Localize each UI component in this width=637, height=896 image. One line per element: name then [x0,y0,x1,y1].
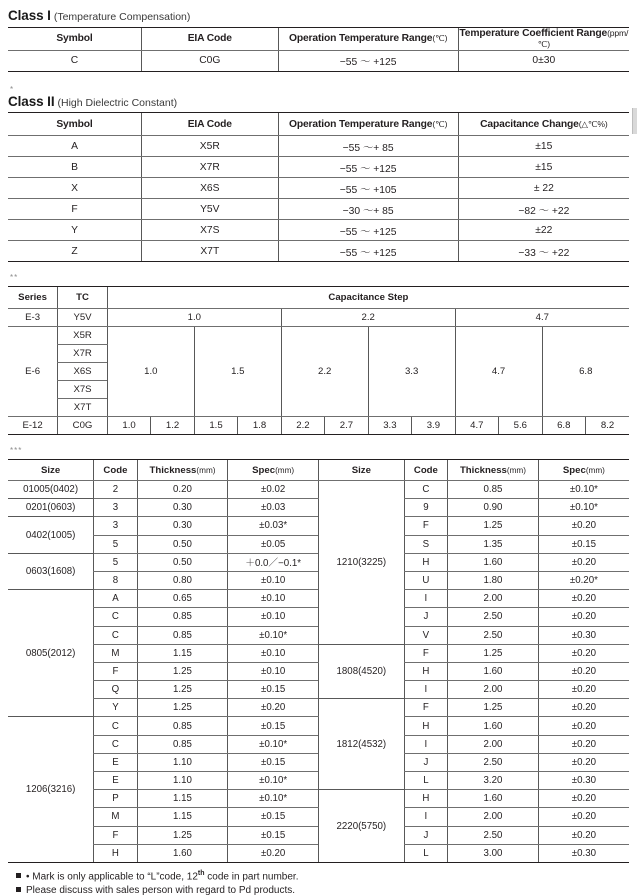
thickness-cell: 1.80 [448,571,539,589]
column-header-label: Spec [252,464,276,476]
table-cell: C [8,50,142,71]
code-cell: L [404,772,447,790]
thickness-cell: 2.50 [448,753,539,771]
column-header [8,113,142,136]
capacitance-value: 1.0 [107,417,150,435]
table-cell: ±15 [458,157,629,178]
spec-cell: ±0.10* [228,626,319,644]
size-label: 0603(1608) [8,553,94,589]
column-header-label: Capacitance Change [480,118,579,130]
column-header [448,460,539,481]
table-cell: X [8,178,142,199]
size-row [8,481,629,499]
spec-cell: ±0.30 [538,772,629,790]
code-cell: F [404,699,447,717]
class1-table [8,27,629,72]
class1-subtitle: (Temperature Compensation) [53,11,191,23]
code-cell: U [404,571,447,589]
table-row [8,136,629,157]
table-cell: X7T [142,241,279,262]
column-header-label: EIA Code [187,33,232,44]
size-label: 0805(2012) [8,590,94,717]
code-cell: F [94,826,137,844]
code-cell: H [404,717,447,735]
size-label: 2220(5750) [318,790,404,863]
step-row-e6 [8,327,629,345]
capacitance-value: 2.2 [281,327,368,417]
table-cell: ±22 [458,220,629,241]
thickness-cell: 1.15 [137,790,228,808]
thickness-cell: 2.00 [448,808,539,826]
table-row [8,178,629,199]
table-cell: ±15 [458,136,629,157]
size-row [8,699,629,717]
table-cell: −55 ～ +125 [278,220,458,241]
column-header-unit: (mm) [275,465,295,475]
code-cell: Q [94,681,137,699]
series-label-e12: E-12 [8,417,58,435]
step-star-marker: ** [10,273,19,282]
thickness-cell: 0.50 [137,553,228,571]
table-cell: ± 22 [458,178,629,199]
thickness-cell: 0.85 [137,717,228,735]
spec-cell: ±0.20 [538,790,629,808]
thickness-cell: 2.00 [448,590,539,608]
class2-table [8,112,629,262]
tc-label-y5v: Y5V [58,309,108,327]
thickness-cell: 3.00 [448,844,539,862]
thickness-cell: 1.25 [137,681,228,699]
code-cell: 2 [94,481,137,499]
table-cell: −55 ～ +105 [278,178,458,199]
column-header-unit: (mm) [196,465,216,475]
class2-star-marker: * [10,84,15,94]
code-cell: 8 [94,571,137,589]
capacitance-value: 4.7 [455,309,629,327]
code-cell: A [94,590,137,608]
column-header [318,460,404,481]
tc-label: X5R [58,327,108,345]
thickness-cell: 1.25 [137,662,228,680]
code-cell: H [404,662,447,680]
thickness-cell: 1.25 [137,699,228,717]
spec-cell: ±0.20 [228,844,319,862]
table-header-row [8,113,629,136]
spec-cell: ±0.03 [228,499,319,517]
code-cell: F [404,517,447,535]
spec-cell: ±0.15 [538,535,629,553]
code-cell: H [404,790,447,808]
size-star-marker: *** [10,446,23,455]
spec-cell: ±0.10 [228,662,319,680]
code-cell: C [94,717,137,735]
table-cell: −33 ～ +22 [458,241,629,262]
capacitance-value: 8.2 [586,417,630,435]
column-header-label: Temperature Coefficient Range [459,27,608,39]
table-row [8,50,629,71]
thickness-cell: 0.20 [137,481,228,499]
table-cell: −82 ～ +22 [458,199,629,220]
spec-cell: ±0.30 [538,844,629,862]
column-header [404,460,447,481]
column-header-label: Size [351,464,371,476]
series-label-e6: E-6 [8,327,58,417]
capacitance-value: 4.7 [455,327,542,417]
table-row [8,241,629,262]
thickness-cell: 1.35 [448,535,539,553]
spec-cell: ±0.20 [538,735,629,753]
thickness-cell: 2.00 [448,735,539,753]
spec-cell: ±0.30 [538,626,629,644]
spec-cell: ±0.10 [228,590,319,608]
table-cell: X6S [142,178,279,199]
spec-cell: ±0.05 [228,535,319,553]
thickness-cell: 1.25 [137,826,228,844]
class2-title: Class II [8,93,55,109]
spec-cell: ±0.20 [538,644,629,662]
spec-cell: ±0.10 [228,644,319,662]
code-cell: C [404,481,447,499]
column-header-label: Spec [562,464,586,476]
table-cell: −55 ～ +125 [278,241,458,262]
capacitance-value: 3.3 [368,417,411,435]
thickness-cell: 0.50 [137,535,228,553]
size-row [8,790,629,808]
table-cell: −55 ～ +125 [278,157,458,178]
thickness-cell: 1.15 [137,808,228,826]
thickness-cell: 3.20 [448,772,539,790]
column-header-label: Thickness [149,464,197,476]
footnote-text: • Mark is only applicable to “L”code, 12th code in part number. [26,869,299,883]
code-cell: V [404,626,447,644]
thickness-cell: 0.30 [137,517,228,535]
thickness-cell: 2.50 [448,626,539,644]
thickness-cell: 1.25 [448,644,539,662]
spec-cell: ±0.20 [538,553,629,571]
thickness-cell: 2.50 [448,608,539,626]
size-label: 1210(3225) [318,481,404,645]
size-label: 01005(0402) [8,481,94,499]
capacitance-value: 6.8 [542,327,629,417]
tc-label: X6S [58,363,108,381]
thickness-cell: 0.85 [137,626,228,644]
code-cell: C [94,626,137,644]
column-header-unit: (mm) [585,465,605,475]
table-cell: −55 ～ +125 [278,50,458,71]
column-header-series: Series [8,287,58,309]
spec-cell: ±0.20 [538,517,629,535]
size-label: 1808(4520) [318,644,404,699]
spec-cell: ±0.15 [228,753,319,771]
column-header [142,27,279,50]
spec-cell: ±0.20 [538,608,629,626]
column-header-label: Operation Temperature Range [288,33,433,44]
code-cell: P [94,790,137,808]
code-cell: 3 [94,517,137,535]
table-cell: Z [8,241,142,262]
spec-cell: ±0.20 [538,681,629,699]
spec-cell: ±0.10* [538,499,629,517]
size-label: 0402(1005) [8,517,94,553]
size-thickness-table [8,459,629,863]
code-cell: I [404,808,447,826]
column-header-unit: (ppm/℃) [537,27,629,49]
spec-cell: ±0.20* [538,571,629,589]
thickness-cell: 2.00 [448,681,539,699]
step-row-e12 [8,417,629,435]
column-header [278,27,458,50]
column-header-unit: (△℃%) [578,118,608,129]
table-cell: C0G [142,50,279,71]
thickness-cell: 1.60 [448,553,539,571]
step-row-e3 [8,309,629,327]
code-cell: C [94,735,137,753]
thickness-cell: 1.25 [448,699,539,717]
code-cell: J [404,826,447,844]
table-cell: X7S [142,220,279,241]
spec-cell: ±0.20 [538,662,629,680]
spec-cell: ±0.10* [538,481,629,499]
spec-cell: ±0.20 [538,717,629,735]
thickness-cell: 0.85 [137,735,228,753]
code-cell: F [404,644,447,662]
class1-heading [8,9,629,23]
spec-cell: ±0.20 [538,826,629,844]
capacitance-value: 2.2 [281,417,324,435]
capacitance-value: 3.9 [412,417,455,435]
column-header [458,27,629,50]
table-cell: Y5V [142,199,279,220]
column-header [458,113,629,136]
class1-star-marker [10,0,629,9]
size-label: 1812(4532) [318,699,404,790]
page-edge-mark [632,108,637,134]
table-cell: A [8,136,142,157]
class1-title: Class I [8,8,51,23]
spec-cell: ±0.10* [228,772,319,790]
thickness-cell: 1.60 [137,844,228,862]
column-header-label: Code [103,464,128,476]
size-row [8,644,629,662]
code-cell: I [404,681,447,699]
capacitance-value: 1.0 [107,327,194,417]
table-cell: Y [8,220,142,241]
column-header [137,460,228,481]
column-header-tc: TC [58,287,108,309]
capacitance-value: 3.3 [368,327,455,417]
thickness-cell: 1.10 [137,772,228,790]
code-cell: M [94,644,137,662]
column-header-label: Size [40,464,61,476]
column-header [538,460,629,481]
spec-cell: ±0.15 [228,808,319,826]
spec-cell: ±0.20 [538,590,629,608]
spec-cell: ±0.03* [228,517,319,535]
table-header-row [8,27,629,50]
capacitance-value: 5.6 [499,417,542,435]
column-header-label: EIA Code [187,118,232,130]
code-cell: I [404,735,447,753]
column-header-unit: (mm) [506,465,526,475]
thickness-cell: 0.80 [137,571,228,589]
thickness-cell: 1.25 [448,517,539,535]
code-cell: Y [94,699,137,717]
spec-cell: ±0.02 [228,481,319,499]
column-header [8,27,142,50]
spec-cell: ±0.20 [538,808,629,826]
capacitance-value: 1.8 [238,417,281,435]
thickness-cell: 0.90 [448,499,539,517]
table-cell: −55 ～+ 85 [278,136,458,157]
code-cell: 5 [94,535,137,553]
thickness-cell: 1.60 [448,790,539,808]
thickness-cell: 0.85 [137,608,228,626]
series-label-e3: E-3 [8,309,58,327]
table-cell: −30 ～+ 85 [278,199,458,220]
tc-label-c0g: C0G [58,417,108,435]
spec-cell: ±0.15 [228,681,319,699]
code-cell: 5 [94,553,137,571]
thickness-cell: 1.15 [137,644,228,662]
footnote-item [16,885,629,896]
column-header-label: Code [413,464,438,476]
column-header-label: Symbol [56,33,93,44]
column-header-unit: (℃) [432,118,448,129]
table-cell: X7R [142,157,279,178]
code-cell: L [404,844,447,862]
capacitance-value: 1.2 [151,417,194,435]
thickness-cell: 1.60 [448,662,539,680]
spec-cell: ±0.15 [228,826,319,844]
thickness-cell: 0.30 [137,499,228,517]
table-row [8,199,629,220]
bullet-icon [16,887,21,892]
class2-subtitle: (High Dielectric Constant) [57,96,178,109]
thickness-cell: 1.60 [448,717,539,735]
footnote-text: Please discuss with sales person with regard to Pd products. [26,885,296,896]
column-header [94,460,137,481]
thickness-cell: 1.10 [137,753,228,771]
spec-cell: ±0.10 [228,571,319,589]
column-header [8,460,94,481]
code-cell: J [404,753,447,771]
table-cell: 0±30 [458,50,629,71]
code-cell: M [94,808,137,826]
code-cell: 3 [94,499,137,517]
table-cell: B [8,157,142,178]
code-cell: H [404,553,447,571]
column-header-label: Symbol [56,118,93,130]
step-header-row [8,287,629,309]
capacitance-value: 6.8 [542,417,585,435]
spec-cell: ±0.20 [538,699,629,717]
spec-cell: ±0.10* [228,790,319,808]
code-cell: I [404,590,447,608]
bullet-icon [16,873,21,878]
code-cell: C [94,608,137,626]
tc-label: X7S [58,381,108,399]
column-header-capacitance-step: Capacitance Step [107,287,629,309]
capacitance-value: 4.7 [455,417,498,435]
code-cell: H [94,844,137,862]
code-cell: F [94,662,137,680]
column-header-label: Thickness [459,464,507,476]
column-header-label: Operation Temperature Range [288,118,433,130]
column-header [278,113,458,136]
spec-cell: ±0.20 [228,699,319,717]
spec-cell: ＋0.0／−0.1* [228,553,319,571]
code-cell: E [94,753,137,771]
footnote-superscript: th [197,869,205,877]
code-cell: J [404,608,447,626]
spec-cell: ±0.10 [228,608,319,626]
column-header [228,460,319,481]
capacitance-value: 1.5 [194,417,237,435]
column-header-unit: (℃) [432,33,448,43]
tc-label: X7T [58,399,108,417]
capacitance-value: 2.7 [325,417,368,435]
class2-heading [8,95,629,109]
footnotes [8,870,629,896]
capacitance-value: 1.5 [194,327,281,417]
spec-cell: ±0.20 [538,753,629,771]
capacitance-step-table [8,286,629,435]
size-header-row [8,460,629,481]
spec-cell: ±0.15 [228,717,319,735]
spec-cell: ±0.10* [228,735,319,753]
tc-label: X7R [58,345,108,363]
thickness-cell: 2.50 [448,826,539,844]
code-cell: 9 [404,499,447,517]
size-label: 1206(3216) [8,717,94,863]
table-cell: X5R [142,136,279,157]
capacitance-value: 1.0 [107,309,281,327]
code-cell: S [404,535,447,553]
table-cell: F [8,199,142,220]
code-cell: E [94,772,137,790]
thickness-cell: 0.85 [448,481,539,499]
thickness-cell: 0.65 [137,590,228,608]
capacitance-value: 2.2 [281,309,455,327]
table-row [8,157,629,178]
footnote-item [16,870,629,882]
size-label: 0201(0603) [8,499,94,517]
table-row [8,220,629,241]
column-header [142,113,279,136]
